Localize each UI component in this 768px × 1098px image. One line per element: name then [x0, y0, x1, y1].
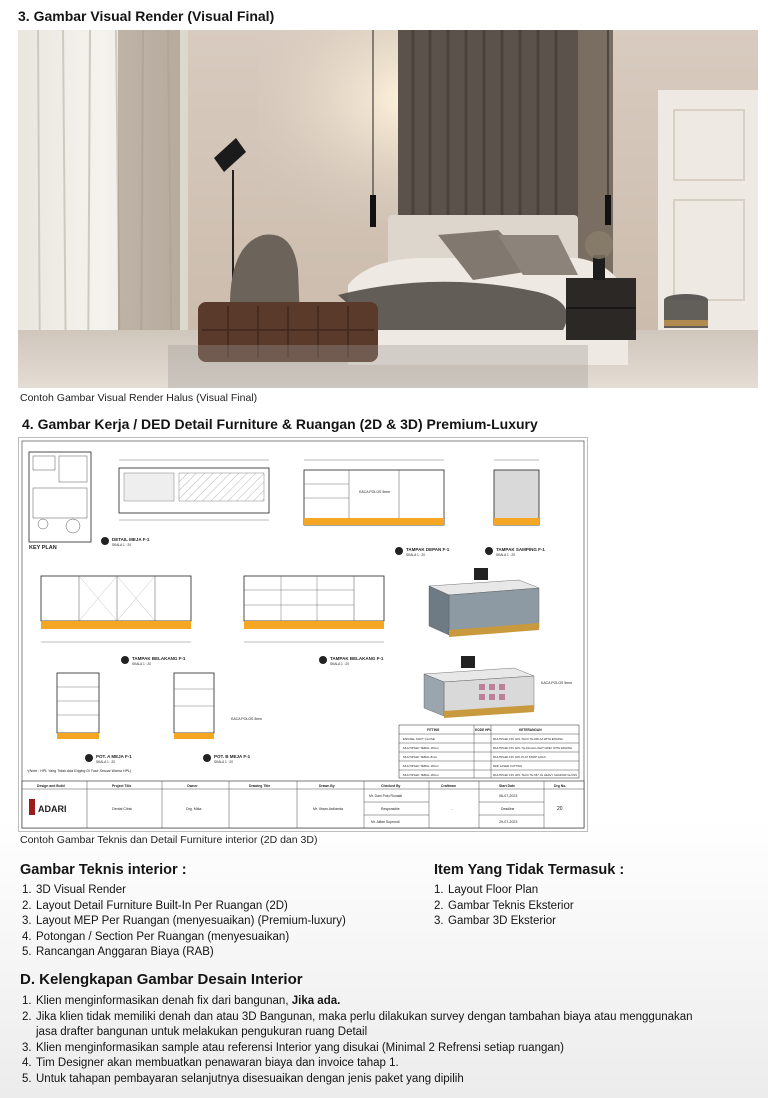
- detail-meja-plan: [119, 460, 269, 520]
- pot-a-section: [57, 673, 99, 739]
- scale-label-tampak-belakang-1: SKALA 1 : 20: [132, 662, 151, 666]
- teknis-title: Gambar Teknis interior :: [20, 862, 187, 878]
- tb-header-project: Project Title: [112, 784, 132, 788]
- material-legend-table: [399, 725, 579, 778]
- tb-logo-text: ADARI: [38, 804, 67, 814]
- teknis-list: [22, 883, 422, 961]
- section-d-title: D. Kelengkapan Gambar Desain Interior: [20, 971, 303, 988]
- section-d-list: [22, 994, 712, 1088]
- legend-row-1-left: ENGSEL SOFT CLOSE: [403, 737, 435, 741]
- tb-deadline: Deadline: [501, 807, 515, 811]
- legend-row-4-right: MDF LASER CUTTING: [493, 764, 523, 768]
- excluded-title: Item Yang Tidak Termasuk :: [434, 862, 625, 878]
- visual-render-image: [18, 30, 758, 388]
- scale-label-tampak-depan: SKALA 1 : 20: [406, 553, 425, 557]
- tb-header-drg-no: Drg No.: [554, 784, 567, 788]
- tb-drg-no: 20: [557, 806, 563, 812]
- legend-row-1-right: MULTIPLEK FIN. HPL TACO TH-006 AA WITH EDGING: [493, 737, 563, 741]
- tb-header-checked-by: Checked By: [381, 784, 401, 788]
- pot-b-section: [174, 673, 214, 739]
- tb-header-design: Design and Build: [37, 784, 65, 788]
- list-item: 4. Potongan / Section Per Ruangan (menyesuaikan): [22, 930, 290, 943]
- scale-label-detail-meja: SKALA 1 : 20: [112, 543, 131, 547]
- list-item: 2. Jika klien tidak memiliki denah dan atau 3D Bangunan, maka perlu dilakukan survey dengan tambahan biaya atau menggunakan jasa drafter bangunan untuk melakukan pengukuran ruang Detail: [22, 1010, 693, 1039]
- glass-note-1: KACA POLOS 5mm: [359, 490, 391, 494]
- list-item: 1. Layout Floor Plan: [434, 884, 539, 896]
- legend-row-2-right: MULTIPLEK FIN. HPL TH-014 AA LIGHT GREY WITH EDGING: [493, 746, 573, 750]
- tb-header-owner: Owner: [187, 784, 198, 788]
- list-item: 2. Gambar Teknis Eksterior: [434, 899, 574, 912]
- key-plan-label: KEY PLAN: [29, 545, 57, 551]
- tb-header-drawing-title: Drawing Title: [249, 784, 271, 788]
- section-4-title: 4. Gambar Kerja / DED Detail Furniture & Ruangan (2D & 3D) Premium-Luxury: [22, 416, 538, 432]
- view-label-tampak-samping: TAMPAK SAMPING F-1: [496, 547, 545, 552]
- view-label-pot-b: POT. B MEJA F-1: [214, 754, 251, 759]
- list-item: 3. Gambar 3D Eksterior: [434, 915, 557, 928]
- section-3-caption: Contoh Gambar Visual Render Halus (Visual Final): [20, 392, 258, 404]
- adari-logo-mark-icon: [29, 799, 35, 815]
- legend-row-3-left: MULTIPLEK TEBAL 8mm: [403, 755, 438, 759]
- section-3-title: 3. Gambar Visual Render (Visual Final): [18, 8, 275, 24]
- furniture-3d-view-1: [429, 568, 539, 637]
- excluded-list: [434, 883, 754, 930]
- legend-header-keterangan: KETERANGAN: [519, 728, 542, 732]
- bedroom-render-illustration: [18, 30, 758, 388]
- tb-responsible: Responsible: [381, 807, 400, 811]
- tb-drawn-by: Mr. Ilham Ardianda: [313, 807, 343, 811]
- tampak-samping-elevation: [494, 460, 539, 525]
- technical-drawing: [19, 438, 587, 831]
- technical-drawing-sheet: [18, 437, 588, 832]
- legend-row-4-left: MULTIPLEK TEBAL 18mm: [403, 764, 439, 768]
- legend-row-5-right: MULTIPLEK FIN. HPL TACO TH-567 JG HEAVY SHADOW GLOSS: [493, 773, 577, 777]
- view-label-tampak-depan: TAMPAK DEPAN F-1: [406, 547, 450, 552]
- tb-start-date: 08-07-2023: [499, 794, 518, 798]
- view-label-tampak-belakang-2: TAMPAK BELAKANG F-1: [330, 656, 384, 661]
- view-label-tampak-belakang-1: TAMPAK BELAKANG F-1: [132, 656, 186, 661]
- furniture-3d-view-2: [424, 656, 534, 718]
- tb-checked-by: Mr. Dani Putu Ronaldi: [369, 794, 402, 798]
- glass-note-2: KACA POLOS 5mm: [541, 681, 573, 685]
- tb-owner: Drg. Mika: [186, 807, 202, 811]
- tb-header-drawn-by: Drawn By: [319, 784, 335, 788]
- list-item: 3. Klien menginformasikan sample atau referensi Interior yang disukai (Minimal 2 Refrensi setiap ruangan): [22, 1041, 564, 1054]
- scale-label-pot-a: SKALA 1 : 20: [96, 760, 115, 764]
- tb-end-date: 29-07-2023: [499, 820, 518, 824]
- scale-label-tampak-belakang-2: SKALA 1 : 20: [330, 662, 349, 666]
- list-item: 3. Layout MEP Per Ruangan (menyesuaikan) (Premium-luxury): [22, 915, 346, 928]
- tampak-belakang-elevation-2: [244, 576, 384, 642]
- list-item: 5. Rancangan Anggaran Biaya (RAB): [22, 946, 214, 959]
- scale-label-pot-b: SKALA 1 : 20: [214, 760, 233, 764]
- list-item: 1. 3D Visual Render: [22, 884, 126, 896]
- tampak-belakang-elevation-1: [41, 576, 191, 642]
- view-label-pot-a: POT. A MEJA F-1: [96, 754, 132, 759]
- key-plan-drawing: [29, 452, 91, 542]
- hpl-note: *(Note : HPL Yang Tidak Ada Edging Di Tusir Sesuai Warna HPL): [27, 769, 132, 773]
- legend-header-kode: KODE HPL: [475, 728, 492, 732]
- legend-row-5-left: MULTIPLEK TEBAL 18mm: [403, 773, 439, 777]
- list-item: 2. Layout Detail Furniture Built-In Per Ruangan (2D): [22, 899, 288, 912]
- legend-header-fitting: FITTING: [427, 728, 440, 732]
- list-item: 4. Tim Designer akan membuatkan penawaran biaya dan invoice tahap 1.: [22, 1057, 399, 1070]
- scale-label-tampak-samping: SKALA 1 : 20: [496, 553, 515, 557]
- section-4-caption: Contoh Gambar Teknis dan Detail Furniture interior (2D dan 3D): [20, 834, 318, 846]
- legend-row-3-right: MULTIPLEK FIN. HPL PLAT STRIP GOLD: [493, 755, 546, 759]
- tb-header-craftman: Craftman: [441, 784, 456, 788]
- tb-craftman: -: [452, 806, 454, 811]
- glass-note-3: KACA POLOS 5mm: [231, 717, 263, 721]
- tb-header-start-date: Start Date: [499, 784, 516, 788]
- list-item: 1. Klien menginformasikan denah fix dari bangunan, Jika ada.: [22, 995, 341, 1007]
- view-label-detail-meja: DETAIL MEJA F-1: [112, 537, 150, 542]
- tb-project: Dental Clinic: [112, 807, 133, 811]
- tb-approved-by: Mr. Alfian Suprondi: [371, 820, 400, 824]
- list-item: 5. Untuk tahapan pembayaran selanjutnya disesuaikan dengan jenis paket yang dipilih: [22, 1072, 464, 1085]
- legend-row-2-left: MULTIPLEK TEBAL 18mm: [403, 746, 439, 750]
